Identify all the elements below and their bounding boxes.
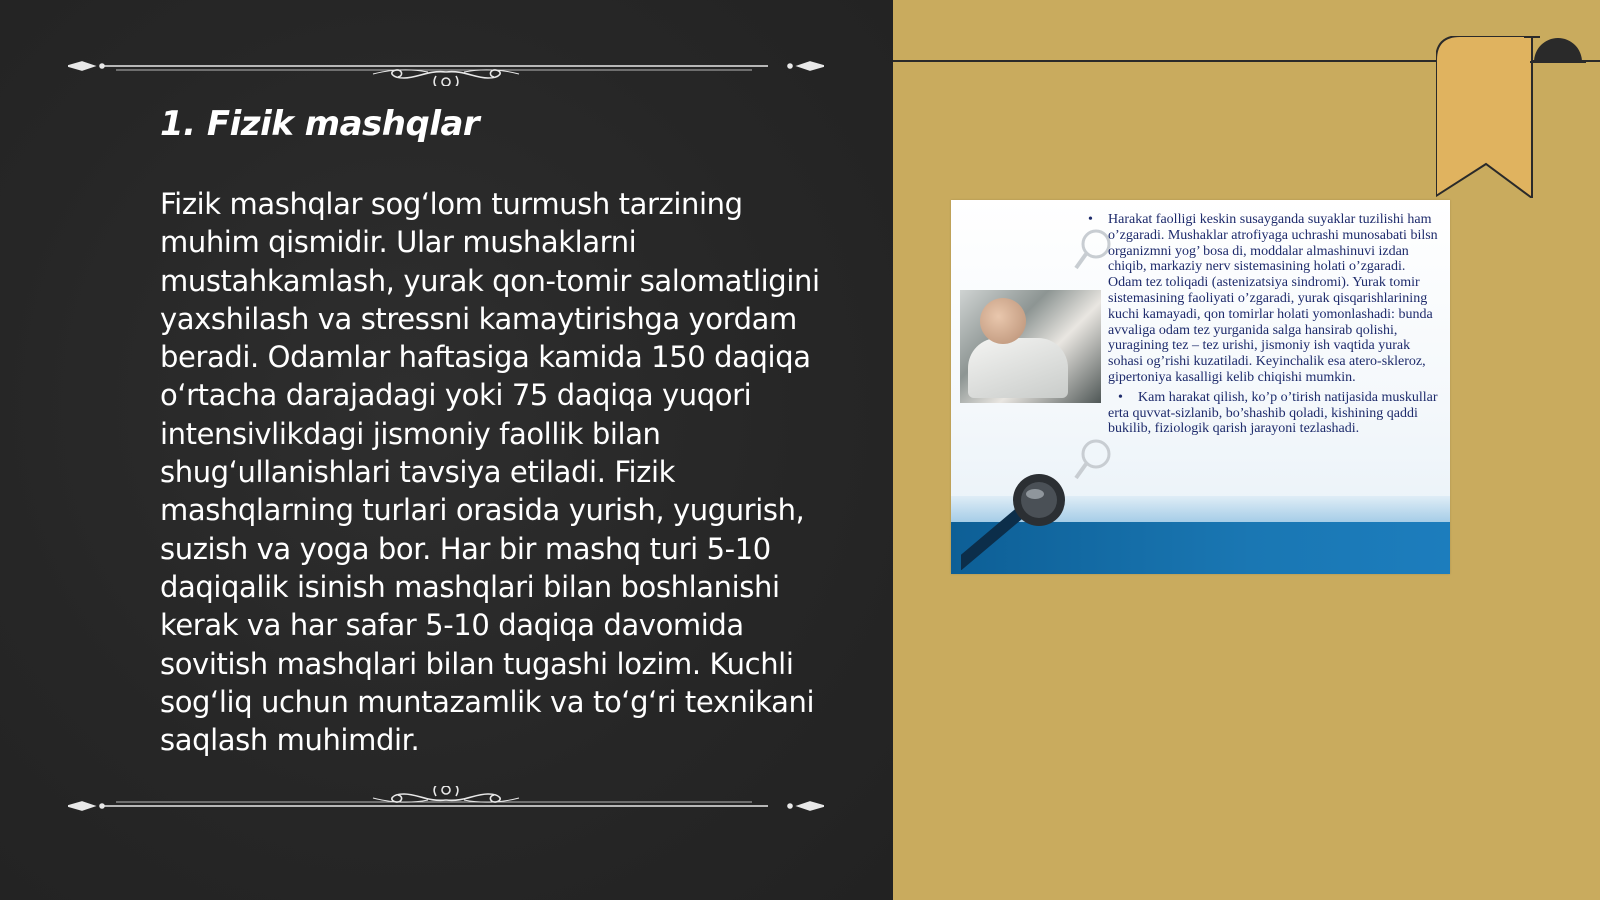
embedded-bullet-list bbox=[1088, 212, 1442, 441]
man-clutching-chest-photo bbox=[960, 290, 1101, 403]
ornament-divider-bottom bbox=[68, 786, 824, 826]
list-item: • Kam harakat qilish, ko’p o’tirish natijasida muskullar erta quvvat-sizlanib, bo’shashib qoladi, kishining qaddi bukilib, fiziologik qarish jarayoni tezlashadi. bbox=[1088, 390, 1442, 437]
list-item: • Harakat faolligi keskin susayganda suyaklar tuzilishi ham o’zgaradi. Mushaklar atrofiyaga uchrashi munosabati bilsn organizmni yog’ bosa di, moddalar almashinuvi izdan chiqib, markaziy nerv sistemasining holati o’zgaradi. Odam tez toliqadi (astenizatsiya sindromi). Yurak tomir sistemasining faoliyati o’zgaradi, yurak qisqarishlarining kuchi kamayadi, qon tomirlar holati yomonlashadi: bunda avvaliga odam tez yurganida salga hansirab qolishi, yuragining tez – tez urishi, jismoniy ish vaqtida yurak sohasi og’rishi kuzatiladi. Keyinchalik esa atero-skleroz, gipertoniya kasalligi kelib chiqishi mumkin. bbox=[1088, 212, 1442, 386]
magnifier-icon bbox=[1074, 438, 1112, 482]
slide-body-text: Fizik mashqlar sog‘lom turmush tarzining muhim qismidir. Ular mushaklarni mustahkamlash, yurak qon-tomir salomatligini yaxshilash va stressni kamaytirishga yordam beradi. Odamlar haftasiga kamida 150 daqiqa o‘rtacha darajadagi yoki 75 daqiqa yuqori intensivlikdagi jismoniy faollik bilan shug‘ullanishlari tavsiya etiladi. Fizik mashqlarning turlari orasida yurish, yugurish, suzish va yoga bor. Har bir mashq turi 5-10 daqiqalik isinish mashqlari bilan boshlanishi kerak va har safar 5-10 daqiqa davomida sovitish mashqlari bilan tugashi lozim. Kuchli sog‘liq uchun muntazamlik va to‘g‘ri texnikani saqlash muhimdir. bbox=[160, 187, 820, 758]
ribbon-fold-icon bbox=[1530, 36, 1586, 64]
stethoscope-icon bbox=[961, 470, 1071, 570]
ribbon-bookmark-icon bbox=[1436, 36, 1540, 198]
embedded-slide-image bbox=[951, 200, 1450, 574]
slide-title: 1. Fizik mashqlar bbox=[160, 104, 480, 144]
ornament-divider-top bbox=[68, 46, 824, 86]
photo-head bbox=[980, 298, 1026, 344]
photo-shirt bbox=[968, 338, 1068, 398]
